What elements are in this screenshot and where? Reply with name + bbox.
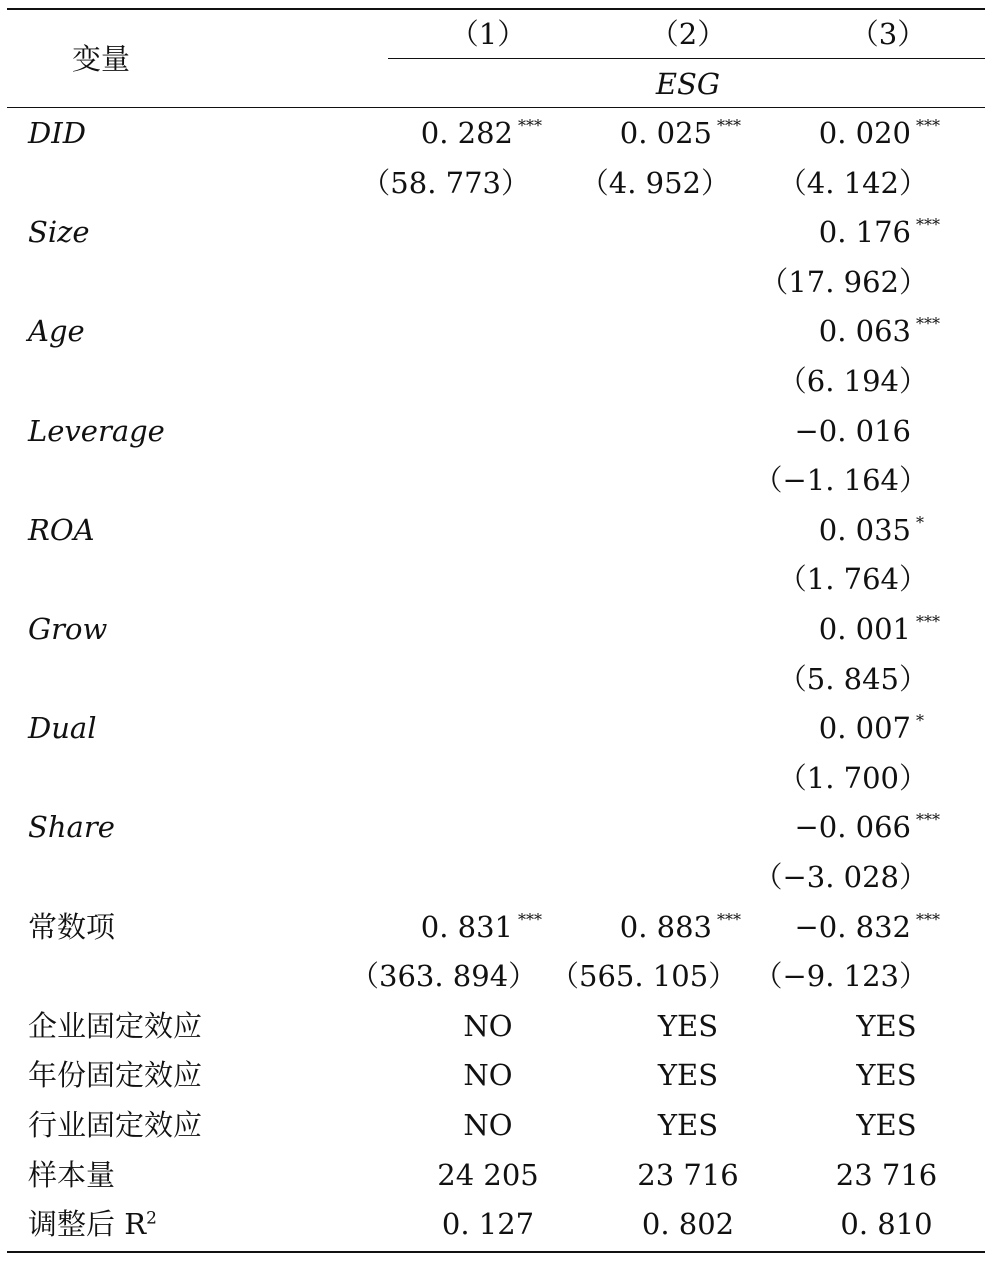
adj-r2-value: 0. 810	[840, 1207, 933, 1242]
significance-stars: ***	[916, 909, 940, 929]
t-statistic-cell: （5. 845）	[777, 661, 928, 696]
adj-r2-label: 调整后 $R^2$	[28, 1207, 157, 1242]
sample-size-value: 24 205	[437, 1157, 539, 1192]
t-statistic-cell: （4. 952）	[579, 165, 730, 200]
coefficient-cell: 0. 025	[619, 116, 712, 150]
coefficient-cell: 0. 176	[818, 215, 911, 250]
significance-stars: ***	[916, 116, 940, 135]
fixed-effect-value: YES	[657, 1108, 719, 1142]
t-statistic-cell: （58. 773）	[361, 165, 530, 200]
column-header-3: （3）	[849, 17, 927, 51]
row-label: 常数项	[28, 909, 116, 944]
fixed-effect-value: NO	[463, 1108, 513, 1142]
sample-size-label: 样本量	[28, 1157, 116, 1192]
variable-header: 变量	[72, 42, 131, 76]
column-header-1: （1）	[449, 17, 527, 51]
t-statistic-cell: （−9. 123）	[753, 959, 928, 994]
fixed-effect-value: YES	[856, 1058, 917, 1093]
row-label: ROA	[28, 512, 95, 547]
fixed-effect-label: 年份固定效应	[28, 1058, 203, 1093]
significance-stars: ***	[916, 314, 940, 334]
adj-r2-value: 0. 127	[441, 1207, 535, 1242]
fixed-effect-value: YES	[856, 1108, 917, 1142]
t-statistic-cell: （−3. 028）	[753, 860, 928, 894]
r2-superscript: 2	[146, 1208, 157, 1229]
t-statistic-cell: （17. 962）	[759, 264, 928, 299]
significance-stars: ***	[916, 612, 940, 631]
row-label: Dual	[28, 711, 97, 746]
sample-size-value: 23 716	[637, 1157, 739, 1192]
fixed-effect-value: NO	[463, 1058, 513, 1093]
coefficient-cell: 0. 883	[619, 909, 712, 944]
fixed-effect-value: YES	[657, 1008, 719, 1043]
fixed-effect-value: NO	[463, 1008, 513, 1043]
t-statistic-cell: （565. 105）	[550, 959, 738, 994]
sample-size-value: 23 716	[835, 1157, 938, 1192]
fixed-effect-value: YES	[657, 1058, 719, 1093]
significance-stars: *	[916, 711, 924, 731]
coefficient-cell: 0. 831	[420, 909, 513, 944]
fixed-effect-label: 行业固定效应	[28, 1108, 203, 1142]
coefficient-cell: 0. 035	[818, 512, 911, 547]
t-statistic-cell: （−1. 164）	[753, 463, 928, 498]
significance-stars: ***	[717, 116, 741, 135]
t-statistic-cell: （4. 142）	[777, 165, 928, 200]
fixed-effect-value: YES	[856, 1008, 917, 1043]
coefficient-cell: 0. 007	[818, 711, 911, 746]
dependent-variable-label: ESG	[655, 67, 721, 101]
t-statistic-cell: （363. 894）	[350, 959, 538, 994]
row-label: Age	[28, 314, 85, 349]
coefficient-cell: 0. 063	[818, 314, 911, 349]
coefficient-cell: −0. 016	[794, 413, 911, 448]
significance-stars: ***	[518, 116, 542, 135]
significance-stars: ***	[518, 909, 542, 929]
significance-stars: ***	[717, 909, 741, 929]
row-label: DID	[28, 116, 86, 150]
row-label: Leverage	[28, 413, 165, 448]
coefficient-cell: 0. 001	[818, 612, 911, 646]
t-statistic-cell: （6. 194）	[777, 364, 928, 398]
significance-stars: ***	[916, 215, 940, 235]
adj-r2-value: 0. 802	[641, 1207, 735, 1242]
row-label: Share	[28, 810, 115, 845]
fixed-effect-label: 企业固定效应	[28, 1008, 203, 1043]
t-statistic-cell: （1. 764）	[777, 562, 928, 597]
significance-stars: *	[916, 512, 924, 532]
column-header-2: （2）	[649, 17, 727, 51]
significance-stars: ***	[916, 810, 940, 830]
coefficient-cell: −0. 832	[794, 909, 911, 944]
row-label: Grow	[28, 612, 108, 646]
bottom-rule	[7, 1251, 985, 1253]
coefficient-cell: 0. 282	[420, 116, 513, 150]
coefficient-cell: −0. 066	[794, 810, 911, 845]
coefficient-cell: 0. 020	[818, 116, 911, 150]
row-label: Size	[28, 215, 90, 250]
t-statistic-cell: （1. 700）	[777, 760, 928, 795]
